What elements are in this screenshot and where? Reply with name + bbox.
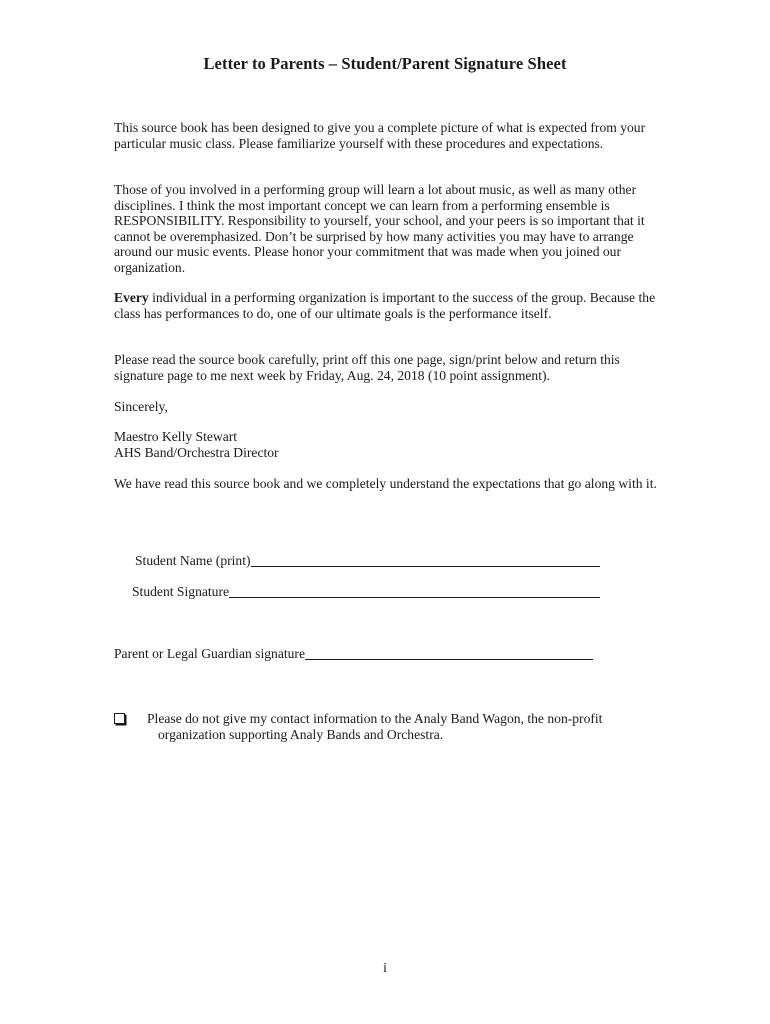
page-title: Letter to Parents – Student/Parent Signature Sheet <box>203 54 567 73</box>
student-name-line <box>135 553 600 569</box>
importance-paragraph <box>114 290 659 321</box>
intro-paragraph: This source book has been designed to give you a complete picture of what is expected from your particular music class. Please familiarize yourself with these procedures and expectations. <box>114 120 646 151</box>
optout-label <box>147 711 672 743</box>
acknowledgement-paragraph: We have read this source book and we completely understand the expectations that go along with it. <box>114 476 657 491</box>
student-name-field[interactable] <box>251 554 600 567</box>
student-signature-label: Student Signature <box>132 584 230 599</box>
importance-text: individual in a performing organization is important to the success of the group. Because the class has performances to do, one of our ultimate goals is the performance itself. <box>114 290 656 321</box>
student-name-label: Student Name (print) <box>135 553 251 568</box>
parent-signature-label: Parent or Legal Guardian signature <box>114 646 305 661</box>
emphasis-word: Every <box>114 290 149 305</box>
page-number: i <box>383 960 387 975</box>
optout-line-2: organization supporting Analy Bands and Orchestra. <box>158 727 444 742</box>
optout-line-1: Please do not give my contact information to the Analy Band Wagon, the non-profit <box>147 711 603 726</box>
parent-signature-line <box>114 646 593 662</box>
signer-block <box>114 429 659 460</box>
closing: Sincerely, <box>114 399 168 414</box>
responsibility-paragraph: Those of you involved in a performing group will learn a lot about music, as well as many other disciplines. I think the most important concept we can learn from a performing ensemble is RESPONSIBILITY. Responsibility to yourself, your school, and your peers is so important that it cannot be overemphasized. Don’t be surprised by how many activities you may have to arrange around our music events. Please honor your commitment that was made when you joined our organization. <box>114 182 645 275</box>
student-signature-line <box>132 584 600 600</box>
optout-checkbox[interactable] <box>114 713 125 724</box>
instructions-paragraph: Please read the source book carefully, print off this one page, sign/print below and return this signature page to me next week by Friday, Aug. 24, 2018 (10 point assignment). <box>114 352 620 383</box>
signer-name: Maestro Kelly Stewart <box>114 429 238 444</box>
signer-title: AHS Band/Orchestra Director <box>114 444 279 460</box>
student-signature-field[interactable] <box>229 585 600 598</box>
parent-signature-field[interactable] <box>305 647 593 660</box>
